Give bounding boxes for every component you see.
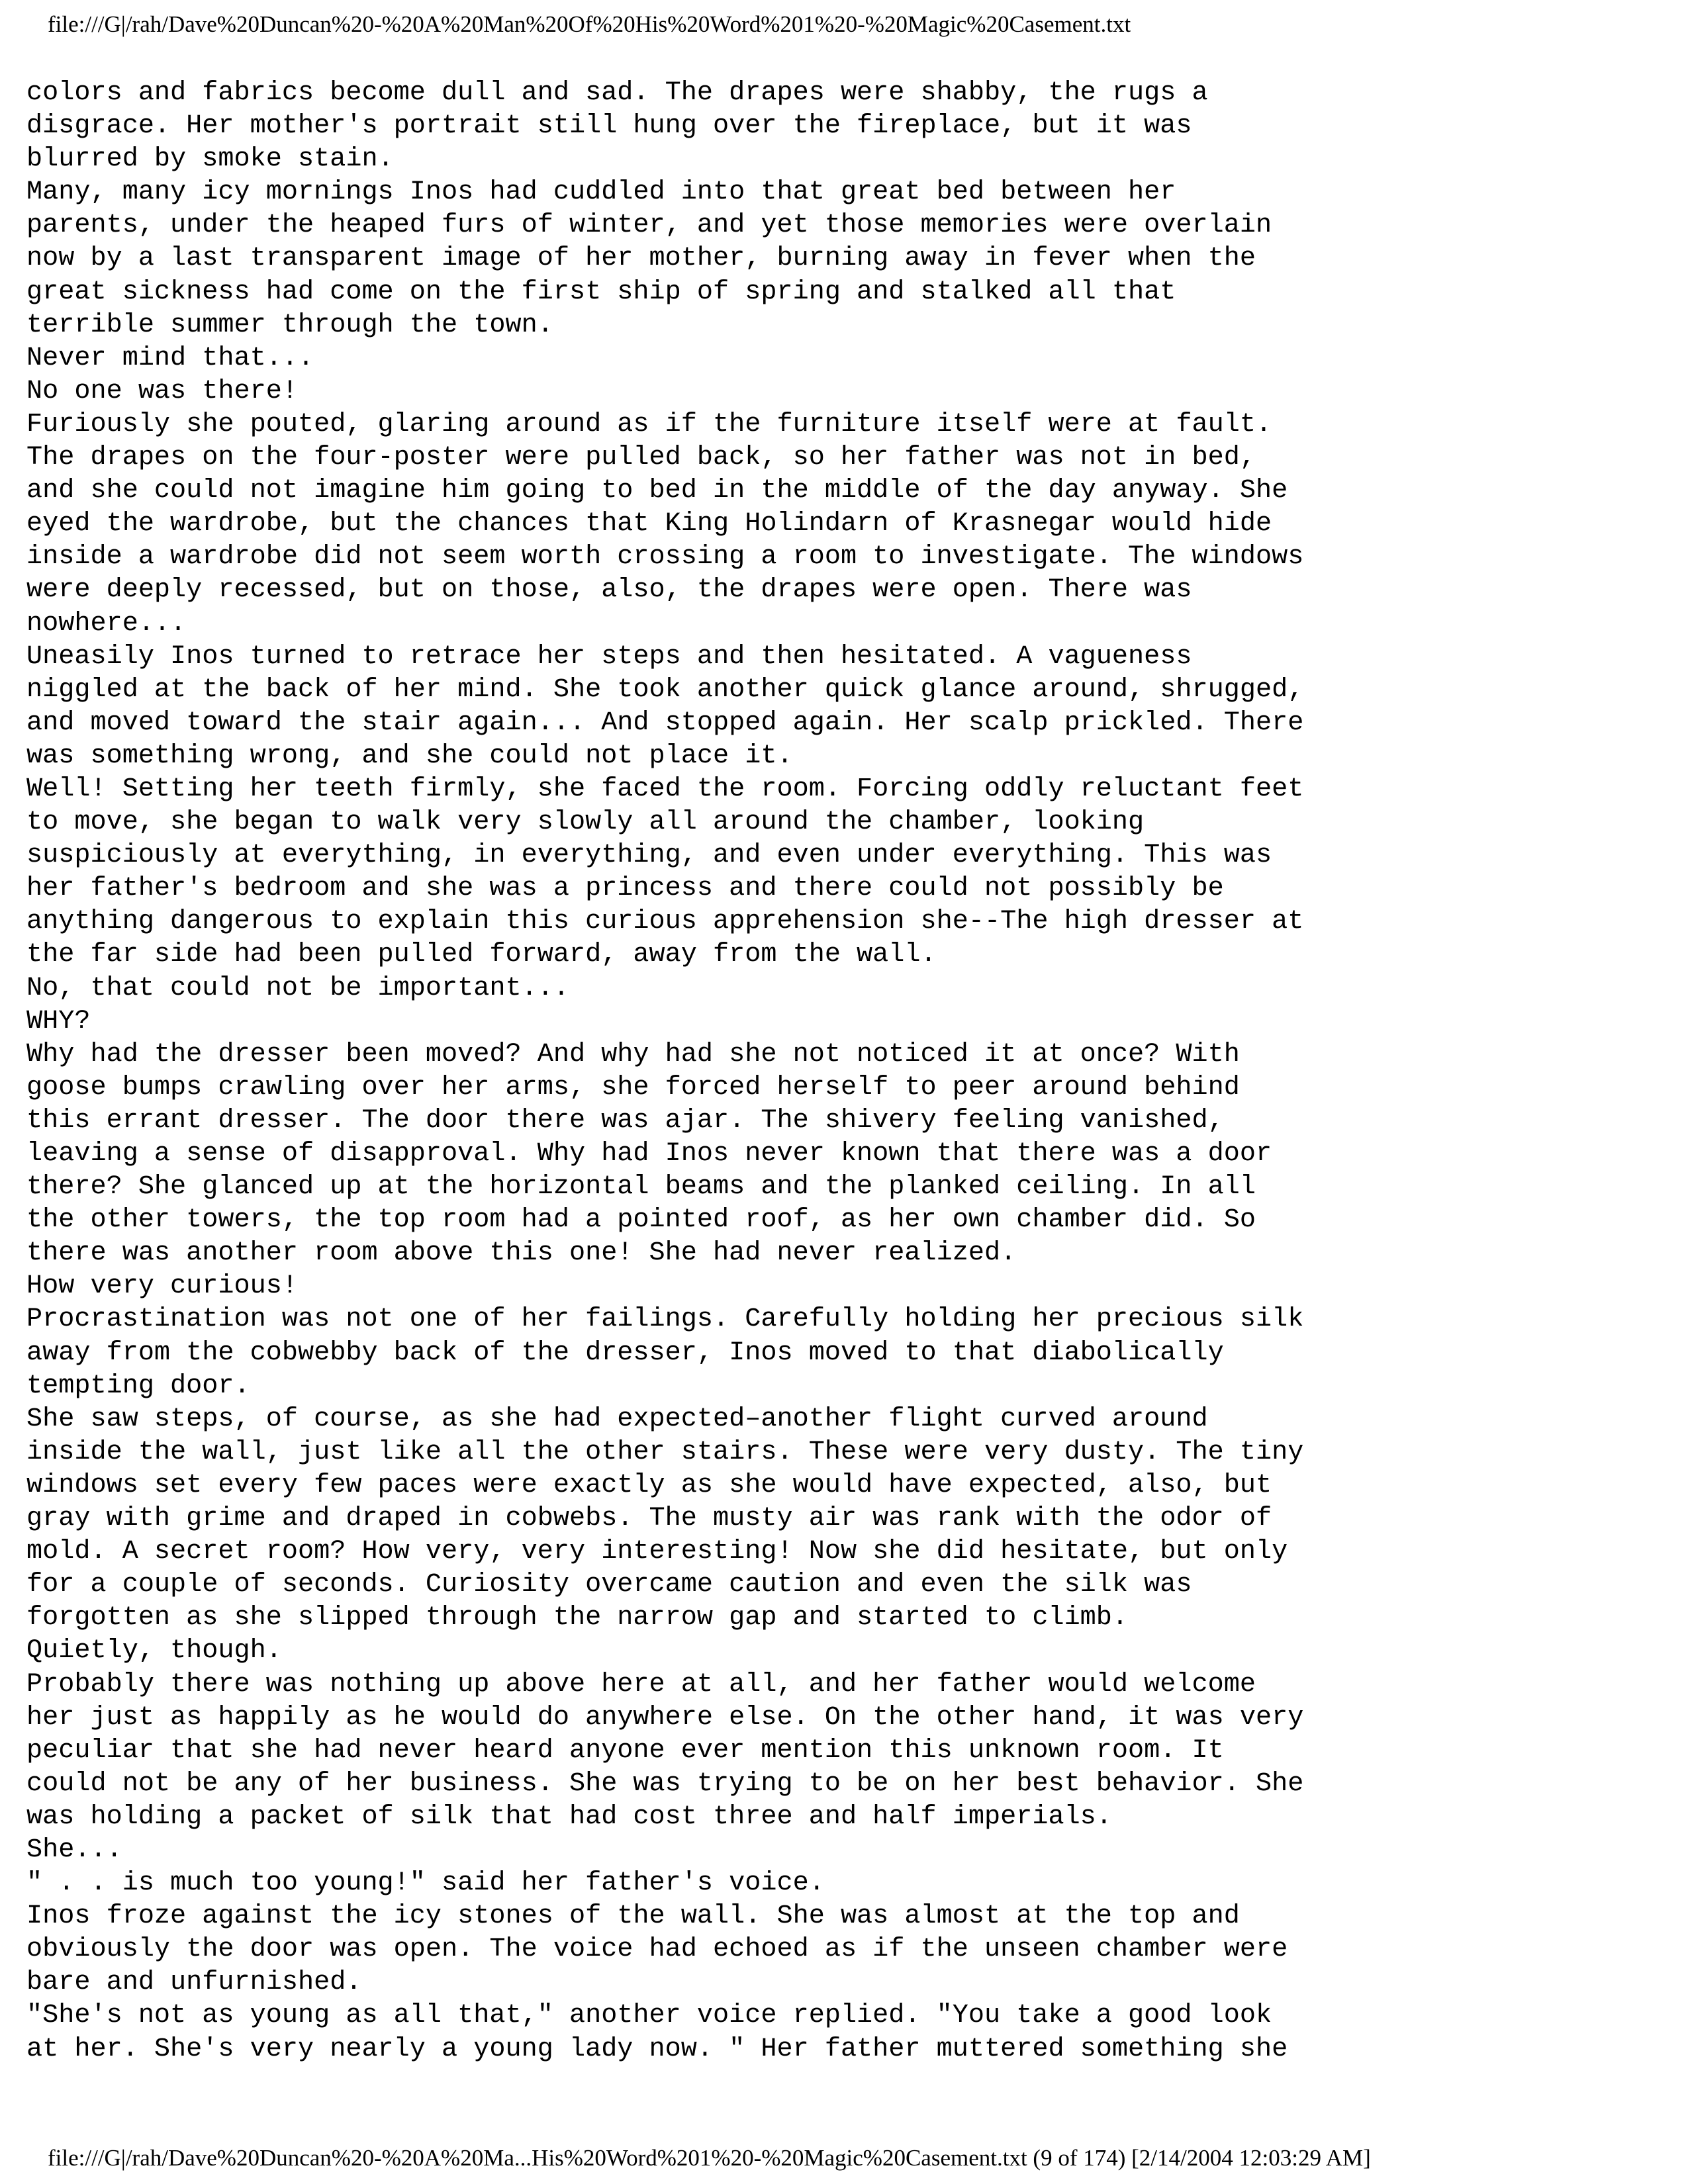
text-line: there? She glanced up at the horizontal beams and the planked ceiling. In all: [26, 1172, 1256, 1203]
text-line: were deeply recessed, but on those, also, the drapes were open. There was: [26, 575, 1192, 606]
text-line: her father's bedroom and she was a princess and there could not possibly be: [26, 874, 1224, 904]
text-line: eyed the wardrobe, but the chances that King Holindarn of Krasnegar would hide: [26, 509, 1272, 539]
text-line: inside a wardrobe did not seem worth crossing a room to investigate. The windows: [26, 542, 1304, 572]
text-line: Furiously she pouted, glaring around as if the furniture itself were at fault.: [26, 409, 1272, 439]
text-line: was something wrong, and she could not place it.: [26, 741, 793, 771]
text-line: "She's not as young as all that," another voice replied. "You take a good look: [26, 2001, 1272, 2031]
text-line: She...: [26, 1835, 122, 1865]
text-line: WHY?: [26, 1006, 91, 1036]
text-line: leaving a sense of disapproval. Why had Inos never known that there was a door: [26, 1139, 1272, 1169]
text-line: suspiciously at everything, in everything, and even under everything. This was: [26, 841, 1272, 871]
text-line: Uneasily Inos turned to retrace her steps and then hesitated. A vagueness: [26, 641, 1192, 672]
text-line: at her. She's very nearly a young lady now. " Her father muttered something she: [26, 2034, 1288, 2064]
document-body: [26, 77, 1390, 2066]
text-line: The drapes on the four-poster were pulled back, so her father was not in bed,: [26, 443, 1256, 473]
text-line: terrible summer through the town.: [26, 310, 553, 340]
text-line: nowhere...: [26, 608, 187, 639]
text-line: could not be any of her business. She was trying to be on her best behavior. She: [26, 1768, 1304, 1799]
text-line: windows set every few paces were exactly as she would have expected, also, but: [26, 1470, 1272, 1500]
text-line: Probably there was nothing up above here at all, and her father would welcome: [26, 1669, 1256, 1700]
text-line: disgrace. Her mother's portrait still hung over the fireplace, but it was: [26, 111, 1192, 142]
text-line: the other towers, the top room had a pointed roof, as her own chamber did. So: [26, 1205, 1256, 1236]
text-line: No one was there!: [26, 376, 298, 406]
text-line: this errant dresser. The door there was ajar. The shivery feeling vanished,: [26, 1105, 1224, 1136]
text-line: peculiar that she had never heard anyone ever mention this unknown room. It: [26, 1735, 1224, 1766]
text-line: gray with grime and draped in cobwebs. The musty air was rank with the odor of: [26, 1504, 1272, 1534]
text-line: there was another room above this one! She had never realized.: [26, 1238, 1017, 1269]
text-line: anything dangerous to explain this curious apprehension she--The high dresser at: [26, 907, 1304, 937]
text-line: and she could not imagine him going to bed in the middle of the day anyway. She: [26, 476, 1288, 506]
text-line: bare and unfurnished.: [26, 1968, 362, 1998]
text-line: inside the wall, just like all the other stairs. These were very dusty. The tiny: [26, 1437, 1304, 1467]
page-footer-url: file:///G|/rah/Dave%20Duncan%20-%20A%20Ma...His%20Word%201%20-%20Magic%20Casement.txt (9 of 174) [2/14/2004 12:03:29 AM]: [48, 2145, 1371, 2171]
text-line: now by a last transparent image of her mother, burning away in fever when the: [26, 244, 1256, 274]
text-line: Never mind that...: [26, 343, 314, 373]
text-line: Why had the dresser been moved? And why had she not noticed it at once? With: [26, 1039, 1240, 1069]
text-line: Quietly, though.: [26, 1636, 282, 1666]
text-line: Procrastination was not one of her failings. Carefully holding her precious silk: [26, 1304, 1304, 1335]
text-line: away from the cobwebby back of the dresser, Inos moved to that diabolically: [26, 1338, 1224, 1368]
text-line: great sickness had come on the first ship of spring and stalked all that: [26, 277, 1176, 307]
text-line: obviously the door was open. The voice had echoed as if the unseen chamber were: [26, 1934, 1288, 1965]
text-line: forgotten as she slipped through the narrow gap and started to climb.: [26, 1603, 1129, 1633]
page-header-url: file:///G|/rah/Dave%20Duncan%20-%20A%20Man%20Of%20His%20Word%201%20-%20Magic%20Casement.txt: [48, 11, 1131, 37]
text-line: for a couple of seconds. Curiosity overcame caution and even the silk was: [26, 1570, 1192, 1600]
text-line: her just as happily as he would do anywhere else. On the other hand, it was very: [26, 1702, 1304, 1733]
text-line: How very curious!: [26, 1271, 298, 1302]
text-line: " . . is much too young!" said her father's voice.: [26, 1868, 825, 1899]
text-line: the far side had been pulled forward, away from the wall.: [26, 940, 937, 970]
text-line: Many, many icy mornings Inos had cuddled into that great bed between her: [26, 177, 1176, 208]
text-line: to move, she began to walk very slowly all around the chamber, looking: [26, 807, 1145, 838]
text-line: and moved toward the stair again... And stopped again. Her scalp prickled. There: [26, 707, 1304, 738]
text-line: parents, under the heaped furs of winter, and yet those memories were overlain: [26, 210, 1272, 241]
text-line: She saw steps, of course, as she had expected–another flight curved around: [26, 1404, 1208, 1434]
text-line: No, that could not be important...: [26, 973, 569, 1003]
text-line: goose bumps crawling over her arms, she forced herself to peer around behind: [26, 1072, 1240, 1103]
text-line: mold. A secret room? How very, very interesting! Now she did hesitate, but only: [26, 1537, 1288, 1567]
text-line: was holding a packet of silk that had cost three and half imperials.: [26, 1801, 1112, 1832]
text-line: Well! Setting her teeth firmly, she faced the room. Forcing oddly reluctant feet: [26, 774, 1304, 804]
text-line: niggled at the back of her mind. She took another quick glance around, shrugged,: [26, 674, 1304, 705]
text-line: Inos froze against the icy stones of the wall. She was almost at the top and: [26, 1901, 1240, 1932]
text-line: tempting door.: [26, 1371, 250, 1401]
text-line: colors and fabrics become dull and sad. The drapes were shabby, the rugs a: [26, 78, 1208, 108]
text-line: blurred by smoke stain.: [26, 144, 394, 175]
